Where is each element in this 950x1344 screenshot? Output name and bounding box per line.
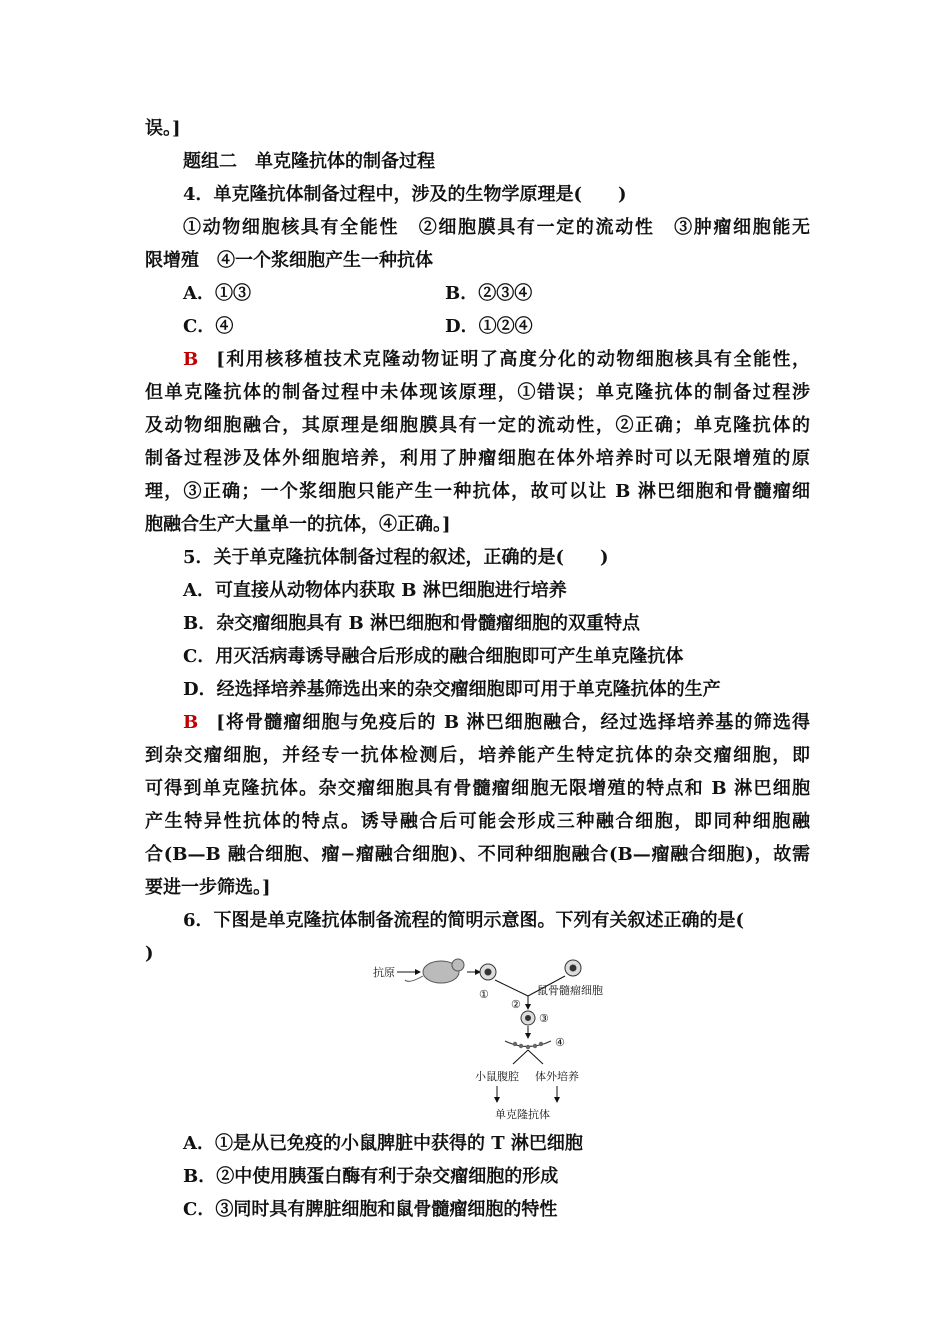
mouse-cavity-label: 小鼠腹腔 [475, 1070, 519, 1083]
answer-label: B [183, 349, 199, 370]
step-3-label: ③ [539, 1012, 549, 1025]
arrow-head [415, 969, 421, 975]
explanation-text: 产生特异性抗体的特点。诱导融合后可能会形成三种融合细胞，即同种细胞融 [145, 811, 810, 832]
option-a: A．可直接从动物体内获取 B 淋巴细胞进行培养 [183, 580, 567, 601]
option-c: C．用灭活病毒诱导融合后形成的融合细胞即可产生单克隆抗体 [183, 646, 684, 667]
section-heading: 题组二 单克隆抗体的制备过程 [183, 151, 435, 172]
in-vitro-label: 体外培养 [535, 1070, 579, 1083]
step-1-label: ① [479, 988, 489, 1001]
arrow-head [494, 1097, 500, 1103]
explanation-5 [183, 706, 810, 739]
question-4-statements-cont: 限增殖 ④一个浆细胞产生一种抗体 [145, 250, 433, 271]
option-c: C．④ [183, 316, 234, 337]
step-2-label: ② [511, 998, 521, 1011]
explanation-text: 及动物细胞融合，其原理是细胞膜具有一定的流动性，②正确；单克隆抗体的 [145, 415, 810, 436]
option-b: B．②中使用胰蛋白酶有利于杂交瘤细胞的形成 [183, 1166, 559, 1187]
result-label: 单克隆抗体 [495, 1108, 550, 1121]
explanation-text: 但单克隆抗体的制备过程中未体现该原理，①错误；单克隆抗体的制备过程涉 [145, 382, 810, 403]
arrow [528, 1050, 543, 1064]
explanation-4 [183, 343, 810, 376]
question-5: 5．关于单克隆抗体制备过程的叙述，正确的是( ) [183, 547, 609, 568]
text-line: 误。] [145, 118, 181, 139]
merge-line [495, 980, 528, 996]
arrow [513, 1050, 528, 1064]
explanation-text: 胞融合生产大量单一的抗体，④正确。] [145, 514, 451, 535]
option-row [183, 277, 810, 310]
answer-label: B [183, 712, 199, 733]
option-b: B．杂交瘤细胞具有 B 淋巴细胞和骨髓瘤细胞的双重特点 [183, 613, 640, 634]
option-d: D．①②④ [445, 316, 533, 337]
option-d: D．经选择培养基筛选出来的杂交瘤细胞即可用于单克隆抗体的生产 [183, 679, 721, 700]
explanation-text: 可得到单克隆抗体。杂交瘤细胞具有骨髓瘤细胞无限增殖的特点和 B 淋巴细胞 [145, 778, 810, 799]
arrow-head [525, 1033, 531, 1039]
myeloma-cell-icon [565, 960, 581, 976]
question-4: 4．单克隆抗体制备过程中，涉及的生物学原理是( ) [183, 184, 627, 205]
question-6-cont: ) [145, 943, 154, 964]
explanation-text: 制备过程涉及体外细胞培养，利用了肿瘤细胞在体外培养时可以无限增殖的原 [145, 448, 810, 469]
question-4-statements: ①动物细胞核具有全能性 ②细胞膜具有一定的流动性 ③肿瘤细胞能无 [183, 217, 810, 238]
explanation-text: 理，③正确；一个浆细胞只能产生一种抗体，故可以让 B 淋巴细胞和骨髓瘤细 [145, 481, 810, 502]
spleen-cell-icon [480, 964, 496, 980]
explanation-text: [将骨髓瘤细胞与免疫后的 B 淋巴细胞融合，经过选择培养基的筛选得 [216, 712, 810, 733]
hybridoma-cell-icon [521, 1011, 535, 1025]
explanation-text: [利用核移植技术克隆动物证明了高度分化的动物细胞核具有全能性， [216, 349, 810, 370]
antigen-label: 抗原 [373, 966, 395, 979]
option-a: A．①是从已免疫的小鼠脾脏中获得的 T 淋巴细胞 [183, 1133, 583, 1154]
culture-cells-icon [505, 1041, 551, 1049]
option-b: B．②③④ [445, 283, 533, 304]
explanation-text: 要进一步筛选。] [145, 877, 271, 898]
arrow-head [525, 1004, 531, 1010]
question-6: 6．下图是单克隆抗体制备流程的简明示意图。下列有关叙述正确的是( [183, 910, 745, 931]
option-c: C．③同时具有脾脏细胞和鼠骨髓瘤细胞的特性 [183, 1199, 558, 1220]
option-row [183, 310, 810, 343]
option-a: A．①③ [183, 283, 251, 304]
explanation-text: 合(B—B 融合细胞、瘤−瘤融合细胞)、不同种细胞融合(B—瘤融合细胞)，故需 [145, 844, 810, 865]
antibody-flow-diagram [365, 948, 625, 1128]
arrow-head [554, 1097, 560, 1103]
myeloma-label: 鼠骨髓瘤细胞 [537, 984, 603, 997]
mouse-icon [405, 959, 464, 983]
step-4-label: ④ [555, 1036, 565, 1049]
explanation-text: 到杂交瘤细胞，并经专一抗体检测后，培养能产生特定抗体的杂交瘤细胞，即 [145, 745, 810, 766]
